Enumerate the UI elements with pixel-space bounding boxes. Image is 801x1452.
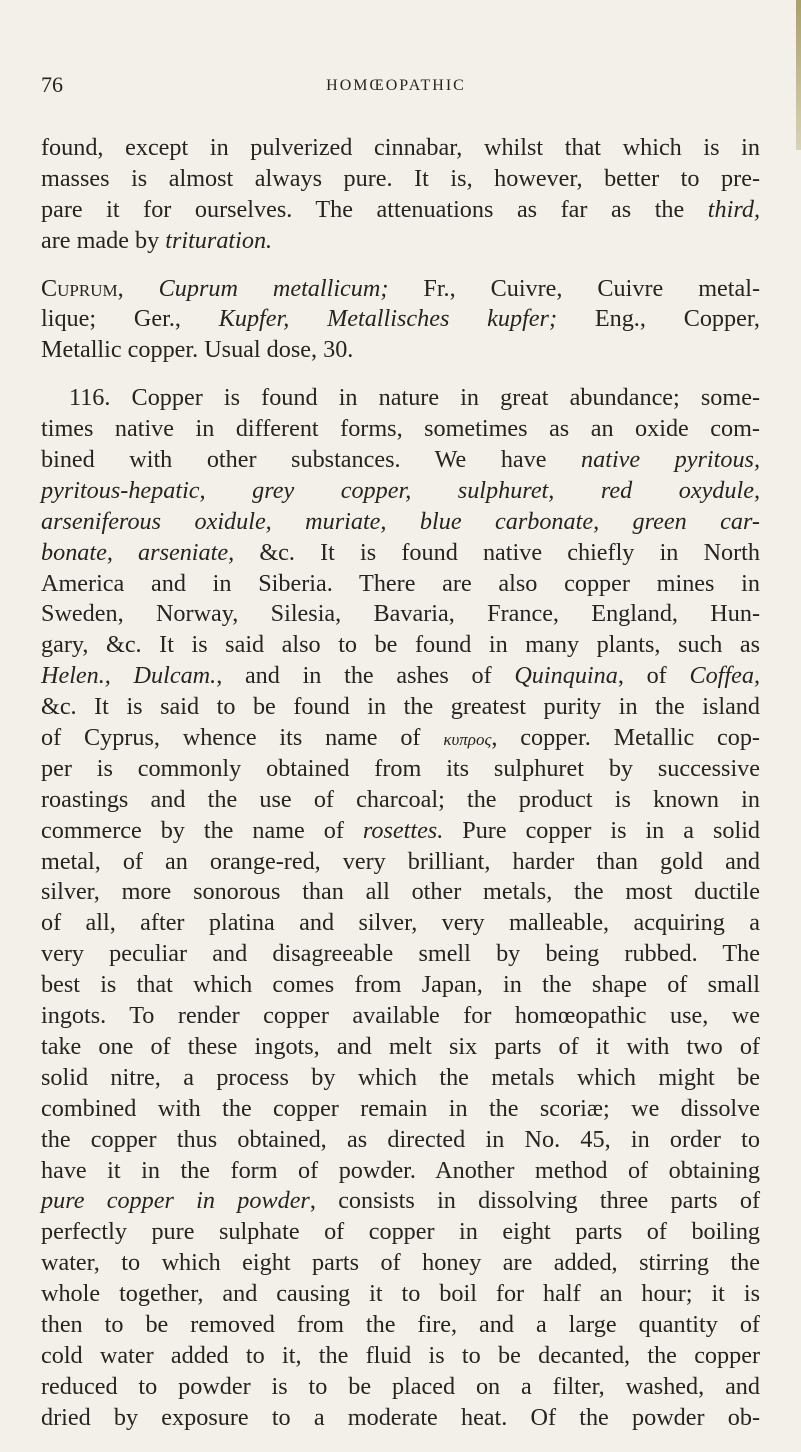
text-line: per is commonly obtained from its sulphuret by successive: [41, 754, 760, 782]
text-line: combined with the copper remain in the scoriæ; we dissolve: [41, 1094, 760, 1122]
text-line: pure copper in powder, consists in dissolving three parts of: [41, 1187, 761, 1215]
text-line: dried by exposure to a moderate heat. Of the powder ob-: [41, 1403, 760, 1431]
text-line: commerce by the name of rosettes. Pure copper is in a solid: [41, 816, 761, 844]
text-line: silver, more sonorous than all other metals, the most ductile: [41, 878, 760, 906]
text-line: then to be removed from the fire, and a large quantity of: [41, 1310, 760, 1338]
text-line: &c. It is said to be found in the greatest purity in the island: [41, 693, 760, 721]
running-head: HOMŒOPATHIC: [326, 77, 466, 94]
text-line: Cuprum, Cuprum metallicum; Fr., Cuivre, Cuivre metal-: [41, 274, 760, 302]
text-line: lique; Ger., Kupfer, Metallisches kupfer; Eng., Copper,: [41, 305, 760, 333]
text-line: pare it for ourselves. The attenuations as far as the third,: [41, 195, 760, 223]
text-line: bined with other substances. We have native pyritous,: [41, 446, 760, 474]
text-line: very peculiar and disagreeable smell by being rubbed. The: [41, 940, 760, 968]
text-line: found, except in pulverized cinnabar, whilst that which is in: [41, 134, 760, 161]
text-line: take one of these ingots, and melt six parts of it with two of: [41, 1032, 760, 1060]
text-line: of Cyprus, whence its name of κυπρος, copper. Metallic cop-: [41, 724, 760, 752]
text-line: roastings and the use of charcoal; the product is known in: [41, 785, 760, 813]
text-line: Sweden, Norway, Silesia, Bavaria, France, England, Hun-: [41, 600, 760, 628]
page-number: 76: [41, 72, 63, 97]
text-line: times native in different forms, sometimes as an oxide com-: [41, 415, 760, 443]
text-line: America and in Siberia. There are also copper mines in: [41, 569, 760, 597]
body-text: [41, 133, 760, 1434]
text-line: the copper thus obtained, as directed in No. 45, in order to: [41, 1125, 760, 1153]
text-line: have it in the form of powder. Another method of obtaining: [41, 1156, 760, 1184]
page-edge: [796, 0, 801, 150]
text-line: pyritous-hepatic, grey copper, sulphuret, red oxydule,: [41, 476, 760, 504]
text-line: are made by trituration.: [41, 226, 273, 254]
text-line: of all, after platina and silver, very malleable, acquiring a: [41, 909, 760, 937]
text-line: water, to which eight parts of honey are added, stirring the: [41, 1249, 760, 1277]
text-line: 116. Copper is found in nature in great abundance; some-: [69, 384, 760, 412]
text-line: whole together, and causing it to boil for half an hour; it is: [41, 1280, 760, 1308]
text-line: cold water added to it, the fluid is to be decanted, the copper: [41, 1341, 760, 1369]
text-line: best is that which comes from Japan, in the shape of small: [41, 971, 760, 999]
text-line: gary, &c. It is said also to be found in many plants, such as: [41, 631, 760, 659]
page-header: [41, 72, 751, 98]
text-line: ingots. To render copper available for homœopathic use, we: [41, 1002, 760, 1030]
text-line: Metallic copper. Usual dose, 30.: [41, 336, 354, 364]
text-line: metal, of an orange-red, very brilliant, harder than gold and: [41, 847, 760, 875]
text-line: bonate, arseniate, &c. It is found native chiefly in North: [41, 538, 760, 566]
text-line: solid nitre, a process by which the metals which might be: [41, 1063, 760, 1091]
text-line: arseniferous oxidule, muriate, blue carbonate, green car-: [41, 507, 760, 535]
text-line: reduced to powder is to be placed on a filter, washed, and: [41, 1372, 760, 1400]
text-line: masses is almost always pure. It is, however, better to pre-: [41, 164, 760, 192]
text-line: Helen., Dulcam., and in the ashes of Quinquina, of Coffea,: [41, 662, 760, 690]
text-line: perfectly pure sulphate of copper in eight parts of boiling: [41, 1218, 760, 1246]
